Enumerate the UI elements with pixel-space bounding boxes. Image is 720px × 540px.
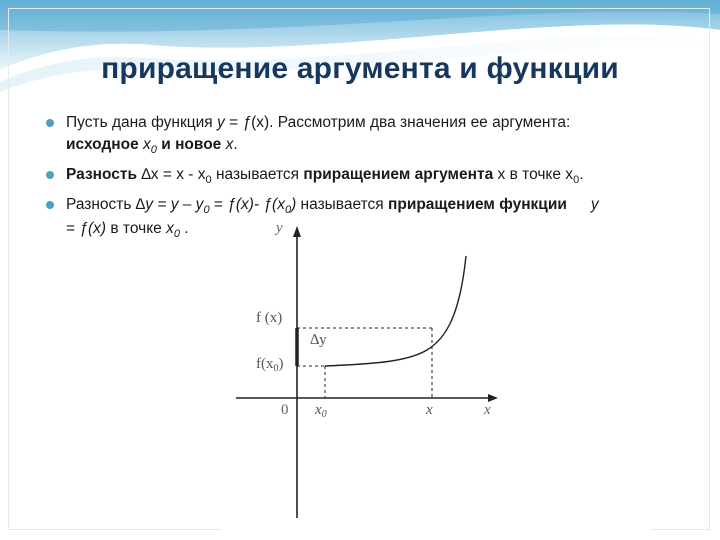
- fx0-label: [256, 356, 284, 374]
- text: (x): [251, 114, 270, 131]
- fx-label: f (x): [256, 310, 283, 326]
- text: Разность: [66, 166, 142, 184]
- text: ): [291, 196, 297, 214]
- origin-label: 0: [281, 402, 289, 418]
- text: в точке: [106, 220, 167, 237]
- x-tick-label: x: [426, 402, 433, 418]
- x0-tick-label: [314, 402, 327, 420]
- var-x0: x: [166, 220, 174, 237]
- text: .: [233, 136, 238, 153]
- text: называется: [296, 196, 388, 214]
- y-axis-arrow-icon: [293, 226, 301, 237]
- delta-y-label: ∆y: [310, 332, 327, 348]
- text: называется: [211, 166, 304, 184]
- text: . Рассмотрим два значения ее аргумента:: [269, 114, 571, 131]
- var-y: y: [217, 114, 225, 131]
- subscript: 0: [150, 144, 157, 157]
- var-f: ƒ: [242, 114, 252, 131]
- text: =: [209, 196, 228, 214]
- bullet-list: [46, 112, 686, 224]
- subscript: 0: [284, 204, 292, 217]
- slide-title: приращение аргумента и функции: [101, 52, 619, 85]
- function-curve: [325, 256, 466, 366]
- var-y: y: [590, 196, 599, 214]
- function-graph: [222, 218, 650, 540]
- bullet-dot-icon: [46, 119, 54, 127]
- fx-expr: ƒ(x): [79, 220, 107, 237]
- text: исходное: [66, 136, 144, 153]
- text: приращением функции: [387, 196, 567, 214]
- subscript: 0: [205, 174, 212, 187]
- graph-svg: [222, 218, 650, 540]
- subscript: 0: [203, 204, 210, 217]
- delta-x-expr: ∆x = x - x: [141, 166, 206, 184]
- fx0-expr: ƒ(x: [263, 196, 285, 214]
- subscript: 0: [173, 228, 180, 241]
- subscript: 0: [573, 174, 580, 187]
- text: x в точке x: [493, 166, 574, 184]
- delta-y-expr: ∆y = y – y: [135, 196, 204, 214]
- bullet-item-delta-x: [46, 164, 686, 191]
- text: приращением аргумента: [303, 166, 494, 184]
- text: Разность: [66, 196, 136, 214]
- text: Пусть дана функция: [66, 114, 218, 131]
- fx0-text: f(x: [256, 356, 274, 372]
- text: и новое: [156, 136, 226, 153]
- text: =: [66, 220, 80, 237]
- text: =: [224, 114, 243, 131]
- x0-sub: 0: [321, 409, 327, 420]
- bullet-dot-icon: [46, 201, 54, 209]
- y-axis-label: y: [276, 220, 283, 236]
- fx0-close: ): [278, 356, 284, 372]
- fx-expr: ƒ(x)-: [227, 196, 264, 214]
- x-axis-arrow-icon: [488, 394, 498, 402]
- text: .: [579, 166, 584, 184]
- bullet-dot-icon: [46, 171, 54, 179]
- x-axis-label: x: [484, 402, 491, 418]
- text: .: [179, 220, 189, 237]
- x0-text: x: [315, 402, 322, 418]
- var-x: x: [225, 136, 234, 153]
- continuation-line: [66, 218, 189, 245]
- fx0-sub: 0: [273, 363, 279, 374]
- bullet-item-function: [46, 112, 686, 161]
- var-x0: x: [143, 136, 151, 153]
